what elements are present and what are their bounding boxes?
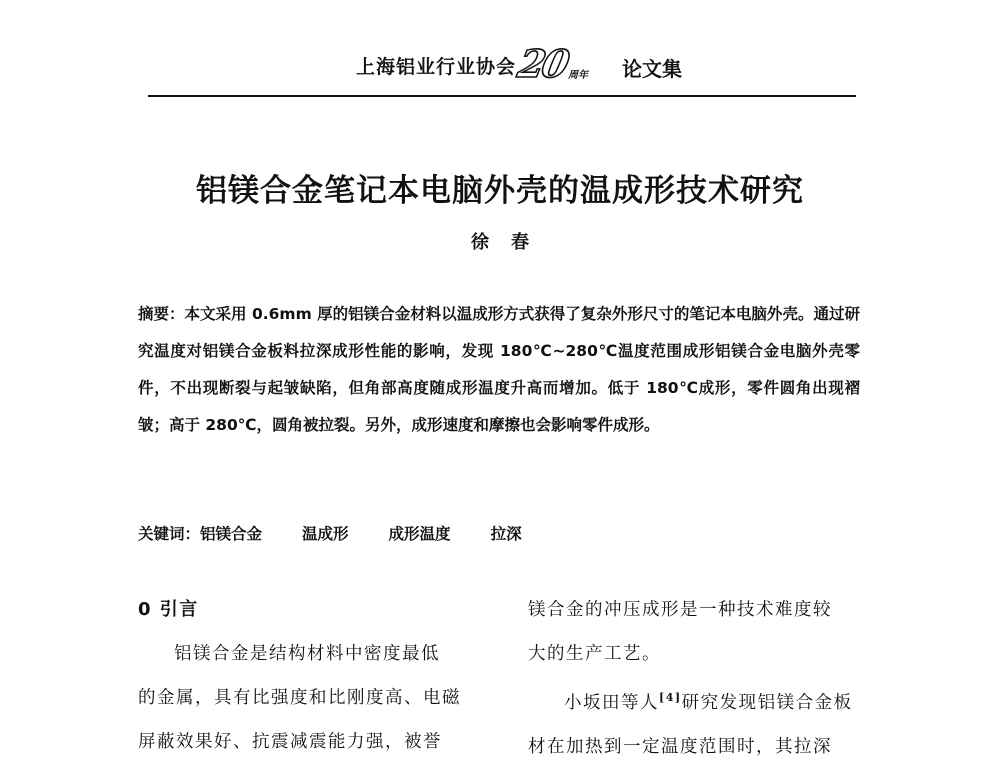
anniversary-number: 20 — [514, 41, 571, 86]
body-line — [528, 676, 868, 725]
body-text: 小坂田等人 — [564, 692, 659, 713]
keyword: 成形温度 — [388, 525, 451, 543]
body-text: 研究发现铝镁合金板 — [681, 692, 853, 713]
keyword: 温成形 — [302, 525, 349, 543]
anniversary-year-label: 周年 — [568, 70, 588, 81]
paper-author: 徐春 — [471, 232, 551, 253]
keywords — [138, 522, 860, 544]
journal-header — [148, 41, 856, 96]
body-line: 的金属，具有比强度和比刚度高、电磁 — [138, 688, 461, 708]
abstract-text: 本文采用 0.6mm 厚的铝镁合金材料以温成形方式获得了复杂外形尺寸的笔记本电脑外壳。通过研究温度对铝镁合金板料拉深成形性能的影响，发现 180℃~280℃温度范围成形铝镁合金电脑外壳零件，不出现断裂与起皱缺陷，但角部高度随成形温度升高而增加。低于 180℃成形，零件圆角出现褶皱；高于 280℃，圆角被拉裂。另外，成形速度和摩擦也会影响零件成形。 — [138, 305, 860, 434]
body-line: 铝镁合金是结构材料中密度最低 — [174, 644, 440, 664]
keyword: 拉深 — [490, 525, 522, 543]
body-line: 大的生产工艺。 — [528, 644, 661, 664]
collection-title: 论文集 — [622, 57, 682, 81]
body-right-column — [528, 588, 868, 769]
body-line: 屏蔽效果好、抗震减震能力强，被誉 — [138, 732, 442, 752]
section-heading: 0 引言 — [138, 599, 199, 620]
body-line: 镁合金的冲压成形是一种技术难度较 — [528, 600, 832, 620]
header-divider — [148, 95, 856, 97]
body-line: 材在加热到一定温度范围时，其拉深 — [528, 736, 832, 757]
body-left-column — [138, 588, 478, 764]
keywords-label: 关键词： — [138, 525, 201, 543]
paper-title: 铝镁合金笔记本电脑外壳的温成形技术研究 — [196, 173, 804, 209]
association-name: 上海铝业行业协会 — [356, 56, 517, 78]
abstract — [138, 296, 860, 444]
anniversary-logo — [514, 41, 590, 86]
abstract-label: 摘要： — [138, 305, 185, 323]
citation-ref: [4] — [659, 691, 682, 704]
keyword: 铝镁合金 — [200, 525, 263, 543]
